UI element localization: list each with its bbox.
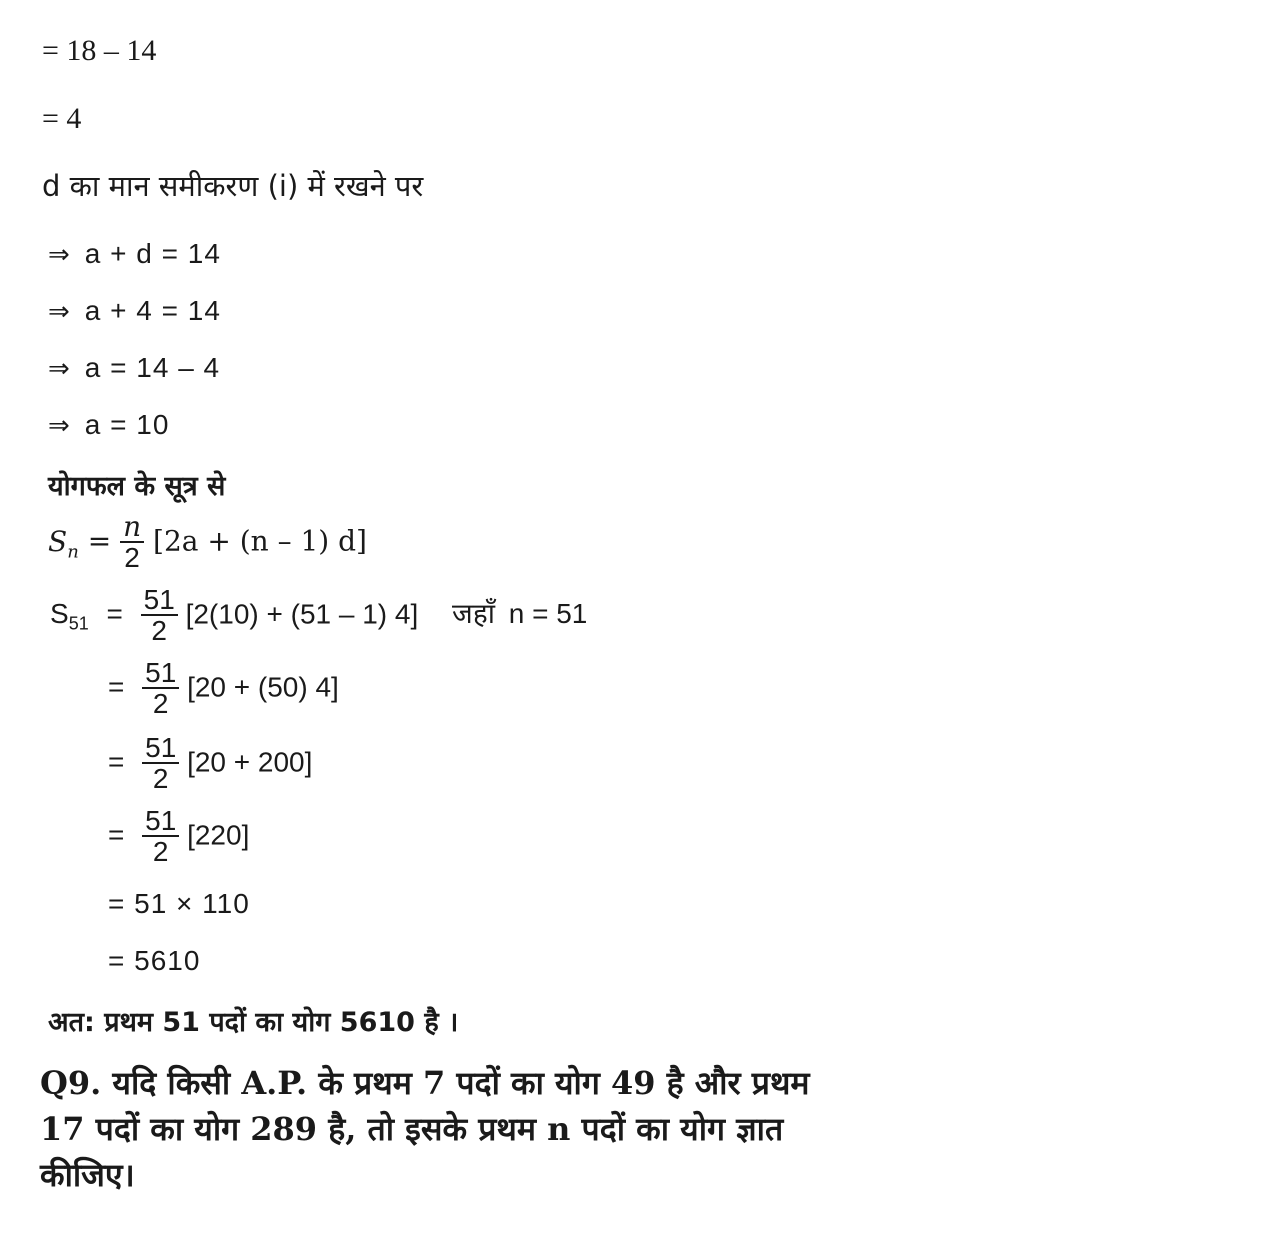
- conclusion-text: अत: प्रथम 51 पदों का योग 5610 है ।: [48, 1007, 459, 1038]
- calc-step-5: = 51 × 110: [108, 888, 250, 919]
- implication-text-3: a = 14 – 4: [84, 352, 221, 383]
- substitution-text: d का मान समीकरण (i) में रखने पर: [42, 169, 424, 203]
- step2-bracket: [20 + (50) 4]: [187, 671, 339, 703]
- step1-bracket: [2(10) + (51 – 1) 4]: [185, 598, 419, 630]
- equation-line-1: = 18 – 14: [42, 34, 157, 67]
- question-9: [40, 1060, 820, 1198]
- formula-lhs: $S_n$: [48, 524, 79, 563]
- formula-equals: =: [87, 524, 112, 558]
- sum-formula: [48, 512, 367, 574]
- implies-icon: ⇒: [48, 297, 71, 327]
- implication-line-2: [48, 295, 221, 327]
- implication-text-2: a + 4 = 14: [84, 295, 221, 326]
- fraction-51-2: $\frac{51}{2}$: [142, 658, 179, 720]
- implies-icon: ⇒: [48, 240, 71, 270]
- step4-bracket: [220]: [187, 819, 250, 851]
- implication-line-1: [48, 238, 221, 270]
- s51-label: $S_{51}$: [50, 598, 89, 635]
- question-text: यदि किसी A.P. के प्रथम 7 पदों का योग 49 है और प्रथम 17 पदों का योग 289 है, तो इसके प्रथम n पदों का योग ज्ञात कीजिए।: [40, 1064, 810, 1194]
- where-text: जहाँ: [452, 597, 495, 631]
- calc-step-4: = $\frac{51}{2}$ [220]: [108, 805, 250, 868]
- implies-icon: ⇒: [48, 411, 71, 441]
- formula-fraction: $\frac{n}{2}$: [120, 512, 144, 574]
- question-label: Q9.: [40, 1064, 102, 1102]
- implication-text-4: a = 10: [84, 409, 170, 440]
- implication-line-3: [48, 352, 220, 384]
- n-equals: n = 51: [508, 598, 588, 630]
- calc-step-3: = $\frac{51}{2}$ [20 + 200]: [108, 732, 313, 795]
- fraction-51-2: $\frac{51}{2}$: [141, 585, 178, 647]
- calc-step-2: = $\frac{51}{2}$ [20 + (50) 4]: [108, 657, 339, 720]
- equation-line-2: = 4: [42, 102, 82, 135]
- step3-bracket: [20 + 200]: [187, 746, 313, 778]
- formula-bracket: [2a + (n – 1) d]: [153, 524, 367, 558]
- fraction-51-2: $\frac{51}{2}$: [142, 733, 179, 795]
- implication-text-1: a + d = 14: [84, 238, 221, 269]
- sum-formula-heading: योगफल के सूत्र से: [48, 471, 226, 502]
- calc-step-6: = 5610: [108, 945, 201, 976]
- calc-step-1: $S_{51}$ = $\frac{51}{2}$ [2(10) + (51 – 1) 4] जहाँ n = 51: [50, 584, 588, 647]
- fraction-51-2: $\frac{51}{2}$: [142, 806, 179, 868]
- implies-icon: ⇒: [48, 354, 71, 384]
- implication-line-4: [48, 409, 169, 441]
